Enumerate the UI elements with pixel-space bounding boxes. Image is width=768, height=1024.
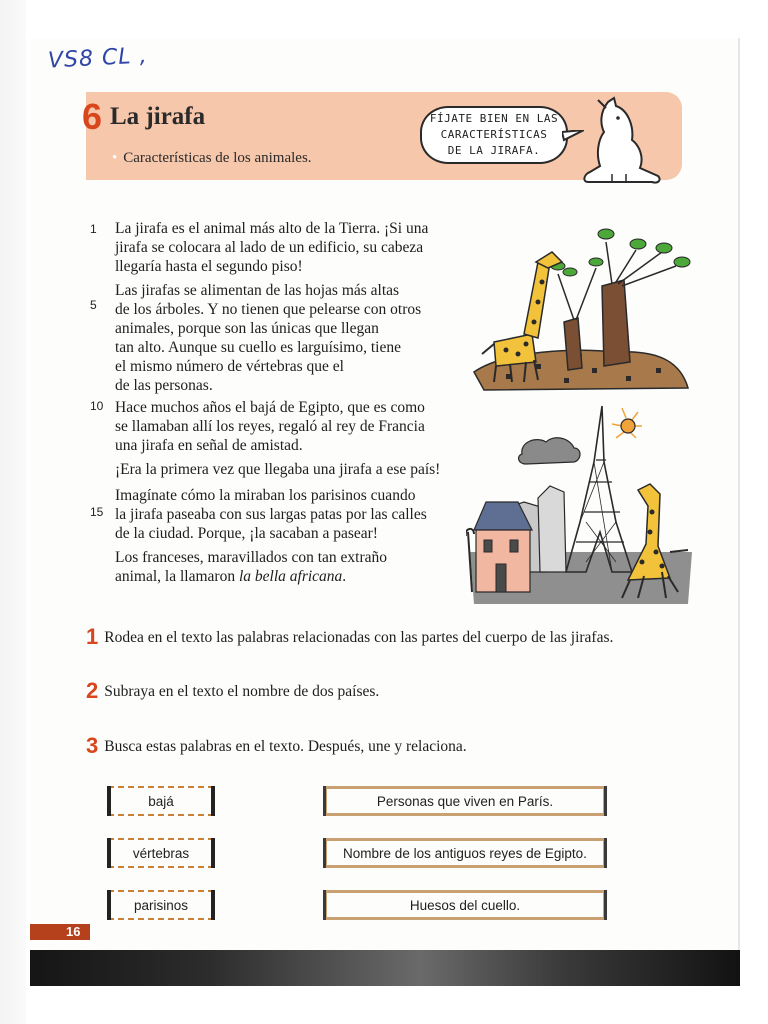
- scan-bottom-shadow: [30, 950, 740, 986]
- text-line: la jirafa paseaba con sus largas patas por las calles: [115, 506, 427, 523]
- exercise-number: 2: [86, 678, 99, 703]
- text-line: La jirafa es el animal más alto de la Tierra. ¡Si una: [115, 220, 429, 237]
- line-number: 10: [90, 399, 104, 413]
- speech-bubble: [420, 106, 568, 164]
- paris-giraffe-illustration: [466, 402, 698, 606]
- lesson-subtitle: [112, 150, 312, 167]
- text-line: jirafa se colocara al lado de un edificio, su cabeza: [115, 239, 424, 256]
- reading-paragraph: [115, 486, 427, 543]
- exercise-text: Rodea en el texto las palabras relacionadas con las partes del cuerpo de las jirafas.: [104, 629, 614, 646]
- text-line: Hace muchos años el bajá de Egipto, que es como: [115, 399, 425, 416]
- exercise-text: Subraya en el texto el nombre de dos países.: [104, 683, 380, 700]
- handwritten-note: VS8 CL ,: [47, 43, 149, 74]
- lesson-subtitle-text: Características de los animales.: [123, 150, 312, 166]
- line-number: 5: [90, 298, 97, 312]
- match-word-baja[interactable]: bajá: [108, 786, 214, 816]
- giraffe-tree-illustration: [466, 222, 698, 394]
- exercise-number: 3: [86, 733, 99, 758]
- text-line: [115, 567, 387, 586]
- text-line: Imagínate cómo la miraban los parisinos cuando: [115, 487, 416, 504]
- bubble-line: FÍJATE BIEN EN LAS: [429, 112, 559, 125]
- match-definition[interactable]: Personas que viven en París.: [324, 786, 606, 816]
- page-number-band: [30, 924, 90, 940]
- scan-margin: [0, 0, 26, 1024]
- reading-paragraph: [115, 398, 425, 455]
- exercise-1: [86, 624, 613, 650]
- text-line: de la ciudad. Porque, ¡la sacaban a pasear!: [115, 525, 378, 542]
- text-line: se llamaban allí los reyes, regaló al rey de Francia: [115, 418, 425, 435]
- italic-phrase: la bella africana: [238, 568, 343, 585]
- page-number: 16: [66, 924, 81, 939]
- match-word-vertebras[interactable]: vértebras: [108, 838, 214, 868]
- exercise-text: Busca estas palabras en el texto. Después, une y relaciona.: [104, 738, 467, 755]
- page-edge: [738, 38, 740, 958]
- text-line: una jirafa en señal de amistad.: [115, 437, 303, 454]
- reading-paragraph: [115, 548, 387, 586]
- text-line: Los franceses, maravillados con tan extraño: [115, 549, 388, 566]
- bullet-icon: •: [112, 150, 118, 166]
- text-line: Las jirafas se alimentan de las hojas más altas: [115, 282, 400, 299]
- exercise-number: 1: [86, 624, 99, 649]
- text-line: el mismo número de vértebras que el: [115, 358, 344, 375]
- match-definition[interactable]: Nombre de los antiguos reyes de Egipto.: [324, 838, 606, 868]
- dog-mascot-icon: [578, 96, 664, 184]
- text-line: de las personas.: [115, 377, 213, 394]
- match-definition[interactable]: Huesos del cuello.: [324, 890, 606, 920]
- text-line: ¡Era la primera vez que llegaba una jirafa a ese país!: [115, 461, 441, 478]
- text-span: animal, la llamaron: [115, 568, 236, 585]
- text-line: tan alto. Aunque su cuello es larguísimo, tiene: [115, 339, 401, 356]
- bubble-line: DE LA JIRAFA.: [447, 144, 541, 157]
- lesson-title: La jirafa: [110, 103, 206, 130]
- exercise-2: [86, 678, 379, 704]
- line-number: 15: [90, 505, 104, 519]
- line-number: 1: [90, 222, 97, 236]
- reading-paragraph: [115, 219, 428, 276]
- exercise-3: [86, 733, 467, 759]
- reading-paragraph: [115, 460, 440, 479]
- text-line: animales, porque son las únicas que llegan: [115, 320, 379, 337]
- bubble-line: CARACTERÍSTICAS: [440, 128, 548, 141]
- text-line: de los árboles. Y no tienen que pelearse con otros: [115, 301, 422, 318]
- text-line: llegaría hasta el segundo piso!: [115, 258, 303, 275]
- match-word-parisinos[interactable]: parisinos: [108, 890, 214, 920]
- lesson-number: 6: [82, 96, 103, 137]
- text-span: .: [342, 568, 347, 585]
- reading-paragraph: [115, 281, 421, 395]
